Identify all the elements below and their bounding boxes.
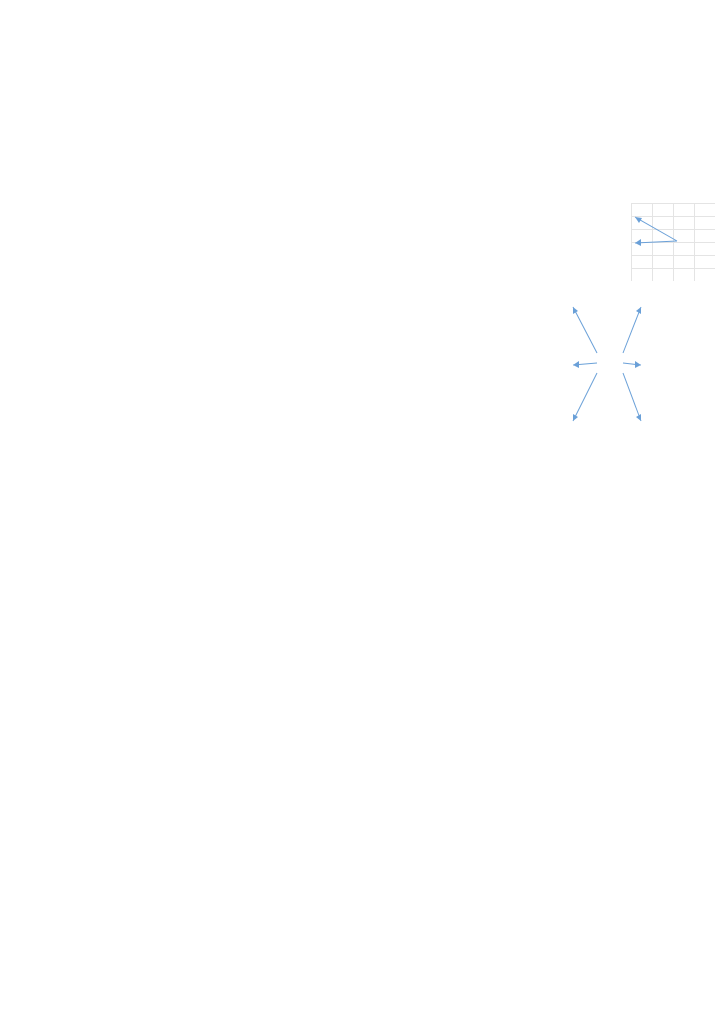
attack-range-figure: [511, 203, 715, 453]
arrow-left-top: [573, 307, 597, 353]
figure-arrows: [511, 203, 715, 453]
arrow-rage-top: [635, 217, 677, 241]
section-buff: [44, 679, 676, 709]
section-speed: [44, 869, 676, 899]
section-restriction: [44, 518, 676, 548]
arrow-right-bottom: [623, 373, 641, 421]
arrow-left-bottom: [573, 373, 597, 421]
arrow-rage-mid: [635, 241, 677, 243]
example-paragraph: [44, 708, 676, 737]
arrow-right-top: [623, 307, 641, 353]
